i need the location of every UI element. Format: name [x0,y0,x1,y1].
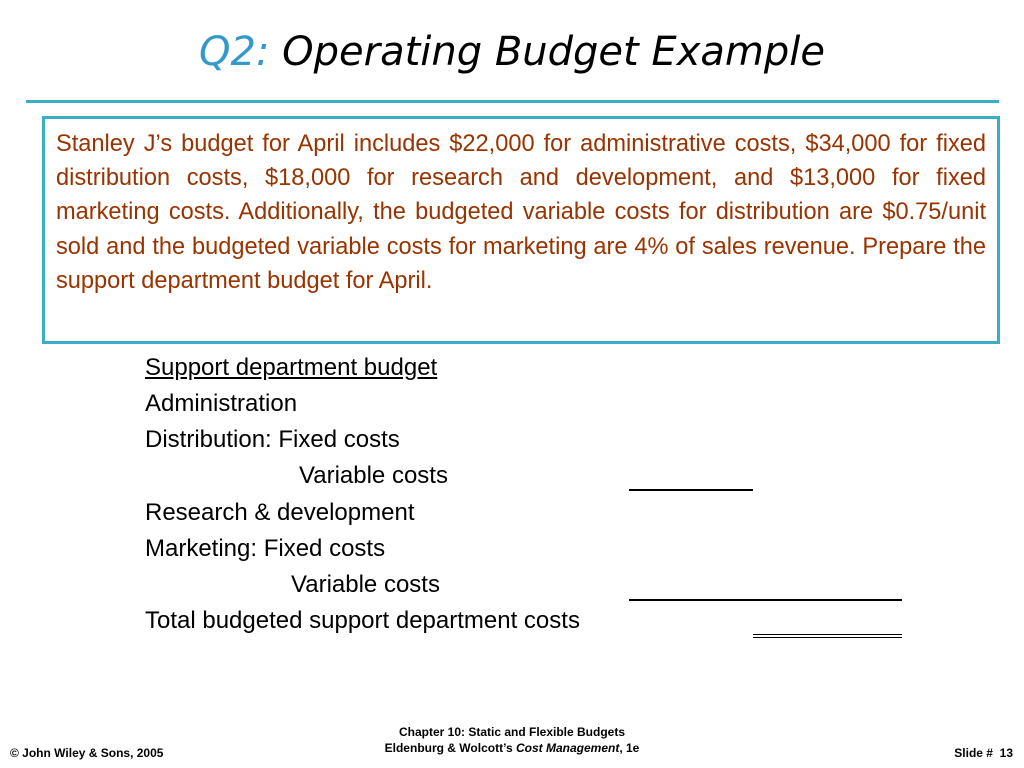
problem-text: Stanley J’s budget for April includes $22,000 for administrative costs, $34,000 for fixed distribution costs, $18,000 for research and development, and $13,000 for fixed marketing costs. Additionally, the budgeted variable costs for distribution are $0.75/unit sold and the budgeted variable costs for marketing are 4% of sales revenue. Prepare the support department budget for April. [56,131,986,294]
budget-line-distribution-variable: Variable costs [299,462,448,489]
footer-book [0,740,1024,756]
footer-book-info [0,724,1024,756]
budget-line-total: Total budgeted support department costs [145,607,580,634]
distribution-variable-blank [629,489,753,491]
slide-number: 13 [999,746,1013,760]
title-prefix: Q2: [199,29,270,75]
budget-line-marketing-variable: Variable costs [291,571,440,598]
budget-line-marketing-fixed: Marketing: Fixed costs [145,535,386,562]
footer-chapter: Chapter 10: Static and Flexible Budgets [398,725,626,739]
budget-line-research: Research & development [145,499,415,526]
total-double-underline [753,634,902,638]
title-text: Operating Budget Example [282,29,825,75]
title-divider [26,100,999,103]
marketing-variable-blank [629,599,902,601]
problem-box [42,116,1000,344]
footer-book-title: Cost Management [515,741,620,755]
budget-heading: Support department budget [145,354,438,381]
footer-book-prefix: Eldenburg & Wolcott’s [384,741,516,755]
footer-slide-number [954,745,1013,761]
budget-line-distribution-fixed: Distribution: Fixed costs [145,426,400,453]
budget-line-administration: Administration [145,390,298,417]
footer-copyright: © John Wiley & Sons, 2005 [10,746,164,760]
slide-label: Slide # [954,746,993,760]
slide-title [0,28,1024,76]
footer-book-edition: , 1e [619,741,640,755]
